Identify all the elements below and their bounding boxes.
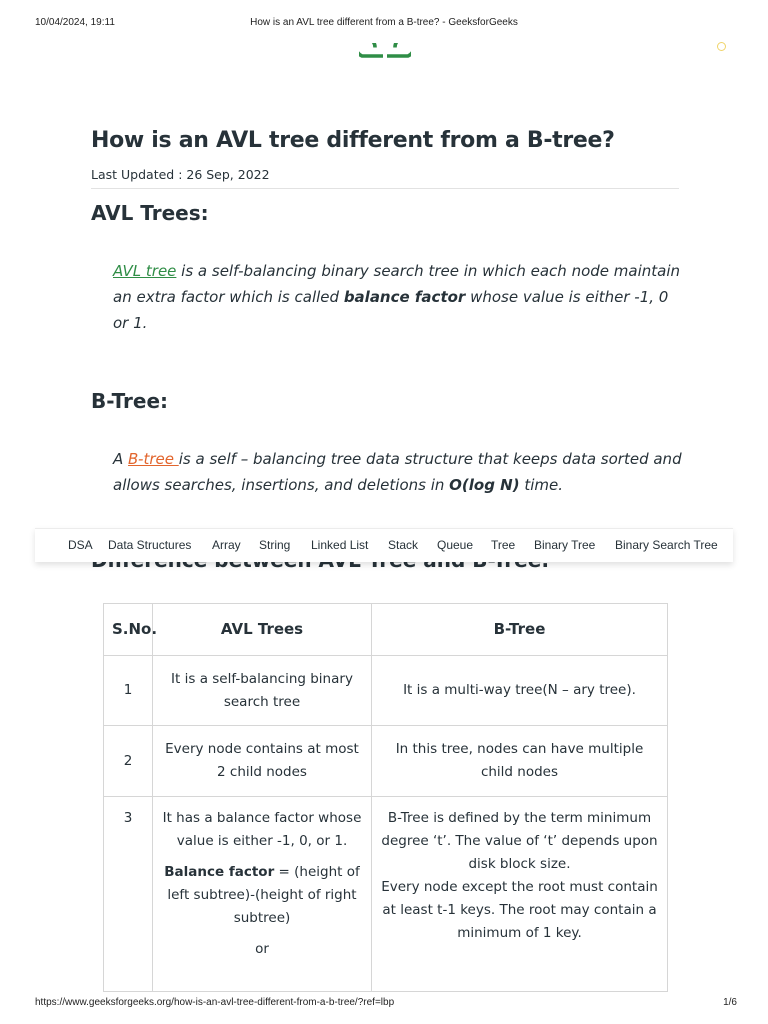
nav-item-dsa[interactable]: DSA: [68, 538, 93, 552]
print-footer: [0, 997, 768, 1011]
b-tree-heading: B-Tree:: [91, 389, 169, 413]
nav-item-data-structures[interactable]: Data Structures: [108, 538, 192, 552]
topic-navbar: [35, 528, 733, 562]
table-header-row: [104, 604, 668, 656]
print-url: https://www.geeksforgeeks.org/how-is-an-avl-tree-different-from-a-b-tree/?ref=lbp: [35, 997, 395, 1008]
nav-item-string[interactable]: String: [259, 538, 291, 552]
btree-text-1: is a self – balancing tree data structure that keeps data sorted and allows searches, insertions, and deletions in: [113, 450, 682, 494]
nav-item-binary-search-tree[interactable]: Binary Search Tree: [615, 538, 718, 552]
btree-keys-text: Every node except the root must contain at least t-1 keys. The root may contain a minimum of 1 key.: [381, 879, 658, 941]
header-avl-trees: AVL Trees: [153, 604, 372, 656]
cell-btree: In this tree, nodes can have multiple child nodes: [372, 726, 668, 797]
geeksforgeeks-logo[interactable]: [359, 43, 411, 69]
loading-ring-icon: [717, 42, 726, 51]
btree-prefix: A: [113, 450, 129, 468]
cell-avl: [153, 797, 372, 992]
comparison-table: [103, 603, 668, 992]
avl-balance-formula: [161, 861, 363, 930]
print-header: [0, 17, 768, 31]
nav-item-linked-list[interactable]: Linked List: [311, 538, 369, 552]
avl-balance-text: It has a balance factor whose value is either -1, 0, or 1.: [162, 810, 362, 849]
header-divider: [91, 188, 679, 189]
table-row: [104, 726, 668, 797]
print-timestamp: 10/04/2024, 19:11: [35, 17, 115, 28]
balance-factor-bold: balance factor: [343, 288, 466, 306]
b-tree-paragraph: [113, 446, 683, 498]
cell-sno: 2: [104, 726, 153, 797]
article-title: How is an AVL tree different from a B-tree?: [91, 128, 615, 153]
nav-item-array[interactable]: Array: [212, 538, 241, 552]
avl-trees-heading: AVL Trees:: [91, 201, 209, 225]
cell-sno: 1: [104, 656, 153, 726]
print-page-number: 1/6: [723, 997, 737, 1008]
btree-min-degree-text: B-Tree is defined by the term minimum degree ‘t’. The value of ‘t’ depends upon disk block size.: [381, 810, 658, 872]
cell-btree: It is a multi-way tree(N – ary tree).: [372, 656, 668, 726]
print-page-title: How is an AVL tree different from a B-tree? - GeeksforGeeks: [250, 17, 518, 28]
table-row: [104, 656, 668, 726]
nav-item-stack[interactable]: Stack: [388, 538, 419, 552]
avl-tree-paragraph: [113, 258, 683, 336]
avl-tree-link[interactable]: AVL tree: [113, 262, 177, 280]
last-updated: Last Updated : 26 Sep, 2022: [91, 167, 270, 182]
cell-btree: [372, 797, 668, 992]
btree-text-2: time.: [519, 476, 564, 494]
nav-item-binary-tree[interactable]: Binary Tree: [534, 538, 596, 552]
table-row: [104, 797, 668, 992]
avl-or-text: or: [255, 941, 269, 957]
cell-avl: It is a self-balancing binary search tree: [153, 656, 372, 726]
cell-sno: 3: [104, 797, 153, 992]
header-sno: S.No.: [104, 604, 153, 656]
avl-text-2: whose value is either -1, 0 or 1.: [113, 288, 669, 332]
balance-factor-formula: = (height of left subtree)-(height of right subtree): [167, 864, 360, 926]
nav-item-queue[interactable]: Queue: [437, 538, 474, 552]
balance-factor-label: Balance factor: [164, 864, 275, 880]
big-o-bold: O(log N): [449, 476, 520, 494]
header-b-tree: B-Tree: [372, 604, 668, 656]
nav-item-tree[interactable]: Tree: [491, 538, 516, 552]
b-tree-link[interactable]: B-tree: [128, 450, 179, 468]
cell-avl: Every node contains at most 2 child nodes: [153, 726, 372, 797]
avl-text-1: is a self-balancing binary search tree in which each node maintain an extra factor which is called: [113, 262, 680, 306]
